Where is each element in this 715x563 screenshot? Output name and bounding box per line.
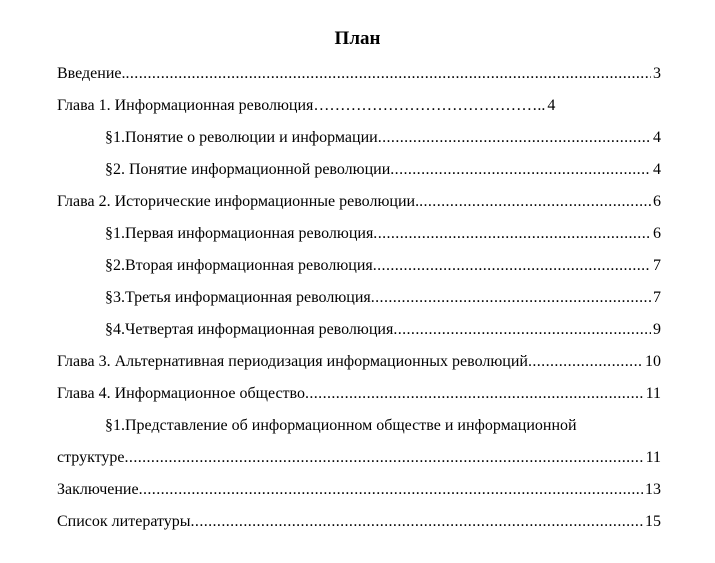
toc-page-number: 15 xyxy=(645,513,661,530)
toc-entry-text: §1.Представление об информационном обществе и информационной xyxy=(105,417,577,434)
toc-page-number: 7 xyxy=(653,289,661,306)
toc-entry-text: Глава 4. Информационное общество xyxy=(57,385,305,402)
toc-entry-section-2-1 xyxy=(105,222,661,246)
toc-entry-conclusion xyxy=(57,478,661,502)
dot-leader xyxy=(373,222,651,246)
dot-leader xyxy=(419,190,651,214)
page-title: План xyxy=(334,28,381,49)
toc-entry-text: §1.Понятие о революции и информации xyxy=(105,129,378,146)
toc-entry-text: §3.Третья информационная революция xyxy=(105,289,371,306)
toc-page-number: 10 xyxy=(645,353,661,370)
toc-entry-chapter-2 xyxy=(57,190,661,214)
toc-entry-section-2-4 xyxy=(105,318,661,342)
toc-page-number: 7 xyxy=(653,257,661,274)
toc-entry-text: Список литературы xyxy=(57,513,191,530)
toc-entry-text: Глава 3. Альтернативная периодизация информационных революций xyxy=(57,353,528,370)
toc-entry-text: Введение. xyxy=(57,65,126,82)
dot-leader xyxy=(125,446,644,470)
toc-page-number: 3 xyxy=(653,65,661,82)
toc-entry-text: Заключение xyxy=(57,481,139,498)
toc-entry-section-4-1 xyxy=(105,414,661,438)
toc-page-number: 11 xyxy=(645,385,661,402)
toc-entry-section-1-2 xyxy=(105,158,661,182)
toc-entry-section-2-3 xyxy=(105,286,661,310)
toc-entry-chapter-4 xyxy=(57,382,661,406)
toc-entry-references xyxy=(57,510,661,534)
toc-entry-text: §4.Четвертая информационная революция xyxy=(105,321,394,338)
dot-leader xyxy=(305,382,644,406)
dot-leader xyxy=(191,510,643,534)
dot-leader xyxy=(373,254,651,278)
toc-entry-text: структуре xyxy=(57,449,125,466)
dot-leader xyxy=(371,286,651,310)
toc-entry-section-2-2 xyxy=(105,254,661,278)
toc-entry-section-1-1 xyxy=(105,126,661,150)
toc-page-number: 13 xyxy=(645,481,661,498)
toc-entry-chapter-1 xyxy=(57,94,661,118)
dot-leader xyxy=(528,350,643,374)
dot-leader xyxy=(390,158,651,182)
dot-leader xyxy=(378,126,651,150)
dot-leader xyxy=(393,318,651,342)
toc-entry-section-4-1-continuation xyxy=(57,446,661,470)
toc-page-number: 4 xyxy=(547,97,556,114)
toc-page-number: 6 xyxy=(653,193,661,210)
toc-page-number: 9 xyxy=(653,321,661,338)
toc-entry-introduction xyxy=(57,62,661,86)
toc-page-number: 4 xyxy=(653,129,661,146)
toc-entry-text: §1.Первая информационная революция xyxy=(105,225,374,242)
toc-page-number: 4 xyxy=(653,161,661,178)
toc-entry-text: Глава 2. Исторические информационные революции. xyxy=(57,193,420,210)
dot-leader xyxy=(126,62,652,86)
toc-page-number: 6 xyxy=(653,225,661,242)
toc-entry-chapter-3 xyxy=(57,350,661,374)
dot-leader xyxy=(139,478,643,502)
toc-entry-text: §2.Вторая информационная революция xyxy=(105,257,373,274)
toc-entry-text: §2. Понятие информационной революции xyxy=(105,161,391,178)
toc-page-number: 11 xyxy=(645,449,661,466)
toc-entry-text: Глава 1. Информационная революция…………………………………….. xyxy=(57,97,546,114)
